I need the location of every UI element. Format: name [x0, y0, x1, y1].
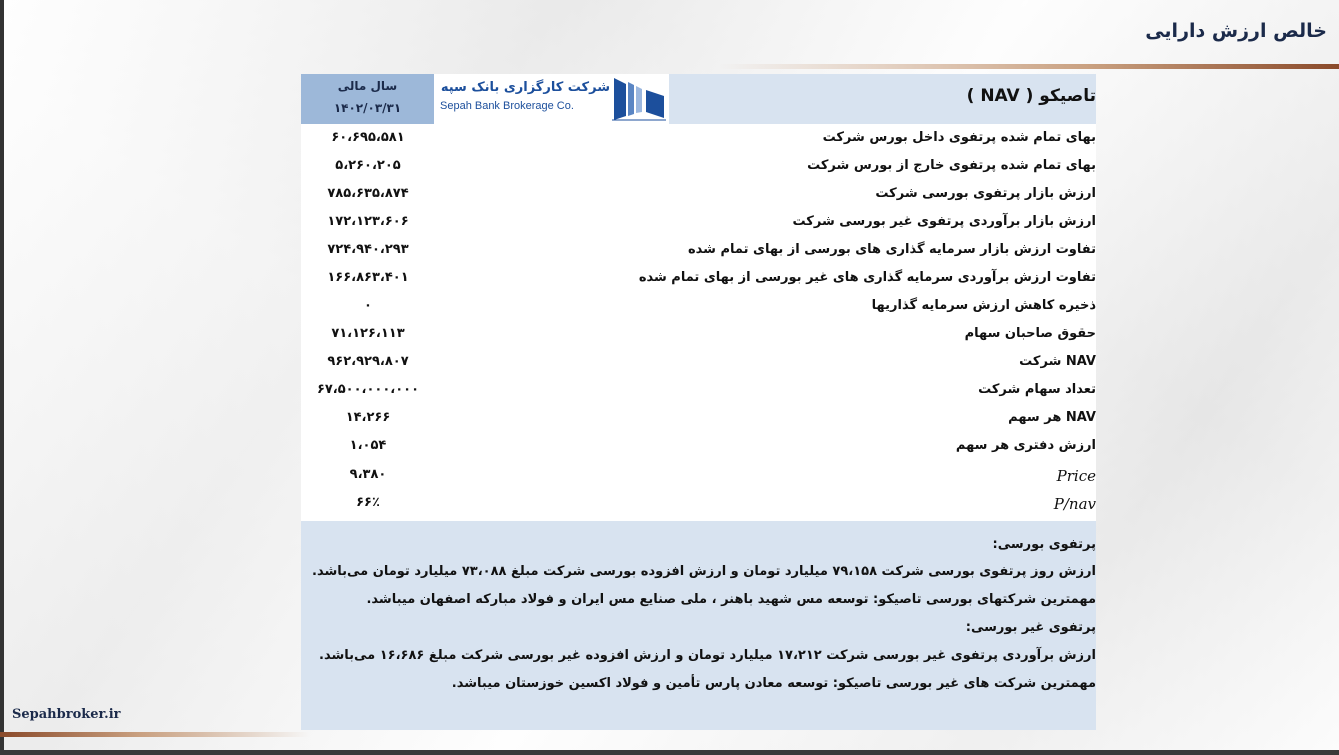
sepah-brokerage-logo [434, 74, 669, 124]
row-value: ۹۶۲،۹۲۹،۸۰۷ [327, 354, 409, 369]
row-label: حقوق صاحبان سهام [964, 326, 1096, 341]
row-label: NAV شرکت [1019, 354, 1096, 369]
row-label: تفاوت ارزش بازار سرمایه گذاری های بورسی از بهای تمام شده [688, 242, 1096, 257]
note-heading: پرتفوی بورسی: [992, 537, 1096, 552]
row-label: P/nav [1053, 495, 1096, 513]
row-label: تعداد سهام شرکت [978, 382, 1096, 397]
note-line: مهمترین شرکت های غیر بورسی تاصیکو: توسعه معادن پارس تأمین و فولاد اکسین خوزستان میباشد. [451, 676, 1096, 691]
row-label: ذخیره کاهش ارزش سرمایه گذاریها [871, 298, 1096, 313]
row-value: ۷۸۵،۶۳۵،۸۷۴ [327, 186, 409, 201]
row-label: ارزش بازار پرتفوی بورسی شرکت [875, 186, 1096, 201]
nav-row [301, 238, 1096, 266]
note-line: مهمترین شرکتهای بورسی تاصیکو: توسعه مس شهید باهنر ، ملی صنایع مس ایران و فولاد مبارکه اصفهان میباشد. [366, 592, 1096, 607]
nav-row [301, 322, 1096, 350]
nav-row [301, 378, 1096, 406]
note-line: ارزش برآوردی پرتفوی غیر بورسی شرکت ۱۷،۲۱۲ میلیارد تومان و ارزش افزوده غیر بورسی شرکت مبلغ ۱۶،۶۸۶ می‌باشد. [319, 648, 1096, 663]
row-value: ۱،۰۵۴ [349, 438, 387, 453]
row-value: ۰ [364, 298, 372, 313]
row-value: ۶۶٪ [356, 495, 380, 510]
left-edge-bar [0, 0, 4, 755]
company-nav-title: تاصیکو ( NAV ) [966, 86, 1096, 106]
report-header [301, 74, 1096, 124]
row-value: ۷۲۴،۹۴۰،۲۹۳ [327, 242, 409, 257]
nav-row [301, 154, 1096, 182]
nav-row [301, 182, 1096, 210]
row-label: بهای تمام شده پرتفوی خارج از بورس شرکت [807, 158, 1096, 173]
fiscal-year-box [301, 74, 434, 124]
row-label: بهای تمام شده پرتفوی داخل بورس شرکت [822, 130, 1096, 145]
logo-text-fa: شرکت کارگزاری بانک سپه [440, 80, 610, 95]
row-value: ۱۷۲،۱۲۳،۶۰۶ [327, 214, 409, 229]
portfolio-notes [301, 521, 1096, 730]
nav-report-card [301, 74, 1096, 730]
row-label: ارزش بازار برآوردی پرتفوی غیر بورسی شرکت [792, 214, 1096, 229]
row-value: ۹،۳۸۰ [349, 467, 387, 482]
row-value: ۵،۲۶۰،۲۰۵ [335, 158, 401, 173]
row-label: ارزش دفتری هر سهم [955, 438, 1096, 453]
nav-row [301, 350, 1096, 378]
nav-row [301, 266, 1096, 294]
nav-row [301, 406, 1096, 434]
row-value: ۷۱،۱۲۶،۱۱۳ [331, 326, 405, 341]
nav-row [301, 463, 1096, 491]
logo-text-en: Sepah Bank Brokerage Co. [440, 100, 574, 112]
nav-row [301, 491, 1096, 519]
bottom-edge-bar [0, 750, 1339, 755]
website-label: Sepahbroker.ir [12, 707, 121, 722]
nav-row [301, 210, 1096, 238]
fiscal-year-label: سال مالی [337, 79, 398, 93]
title-accent-line [719, 64, 1339, 69]
note-line: ارزش روز پرتفوی بورسی شرکت ۷۹،۱۵۸ میلیارد تومان و ارزش افزوده بورسی شرکت مبلغ ۷۳،۰۸۸ میلیارد تومان می‌باشد. [312, 564, 1096, 579]
fiscal-year-date: ۱۴۰۲/۰۳/۳۱ [333, 101, 402, 115]
row-label: تفاوت ارزش برآوردی سرمایه گذاری های غیر بورسی از بهای تمام شده [638, 270, 1096, 285]
logo-emblem-icon [612, 76, 666, 122]
row-label: Price [1056, 467, 1096, 485]
nav-row [301, 434, 1096, 462]
row-value: ۱۴،۲۶۶ [345, 410, 391, 425]
row-value: ۱۶۶،۸۶۳،۴۰۱ [327, 270, 409, 285]
bottom-accent-line [0, 732, 310, 737]
row-value: ۶۰،۶۹۵،۵۸۱ [331, 130, 405, 145]
note-heading: پرتفوی غیر بورسی: [965, 620, 1096, 635]
page-title: خالص ارزش دارایی [1145, 20, 1327, 42]
row-value: ۶۷،۵۰۰،۰۰۰،۰۰۰ [316, 382, 420, 397]
nav-row [301, 294, 1096, 322]
row-label: NAV هر سهم [1008, 410, 1096, 425]
nav-row [301, 126, 1096, 154]
